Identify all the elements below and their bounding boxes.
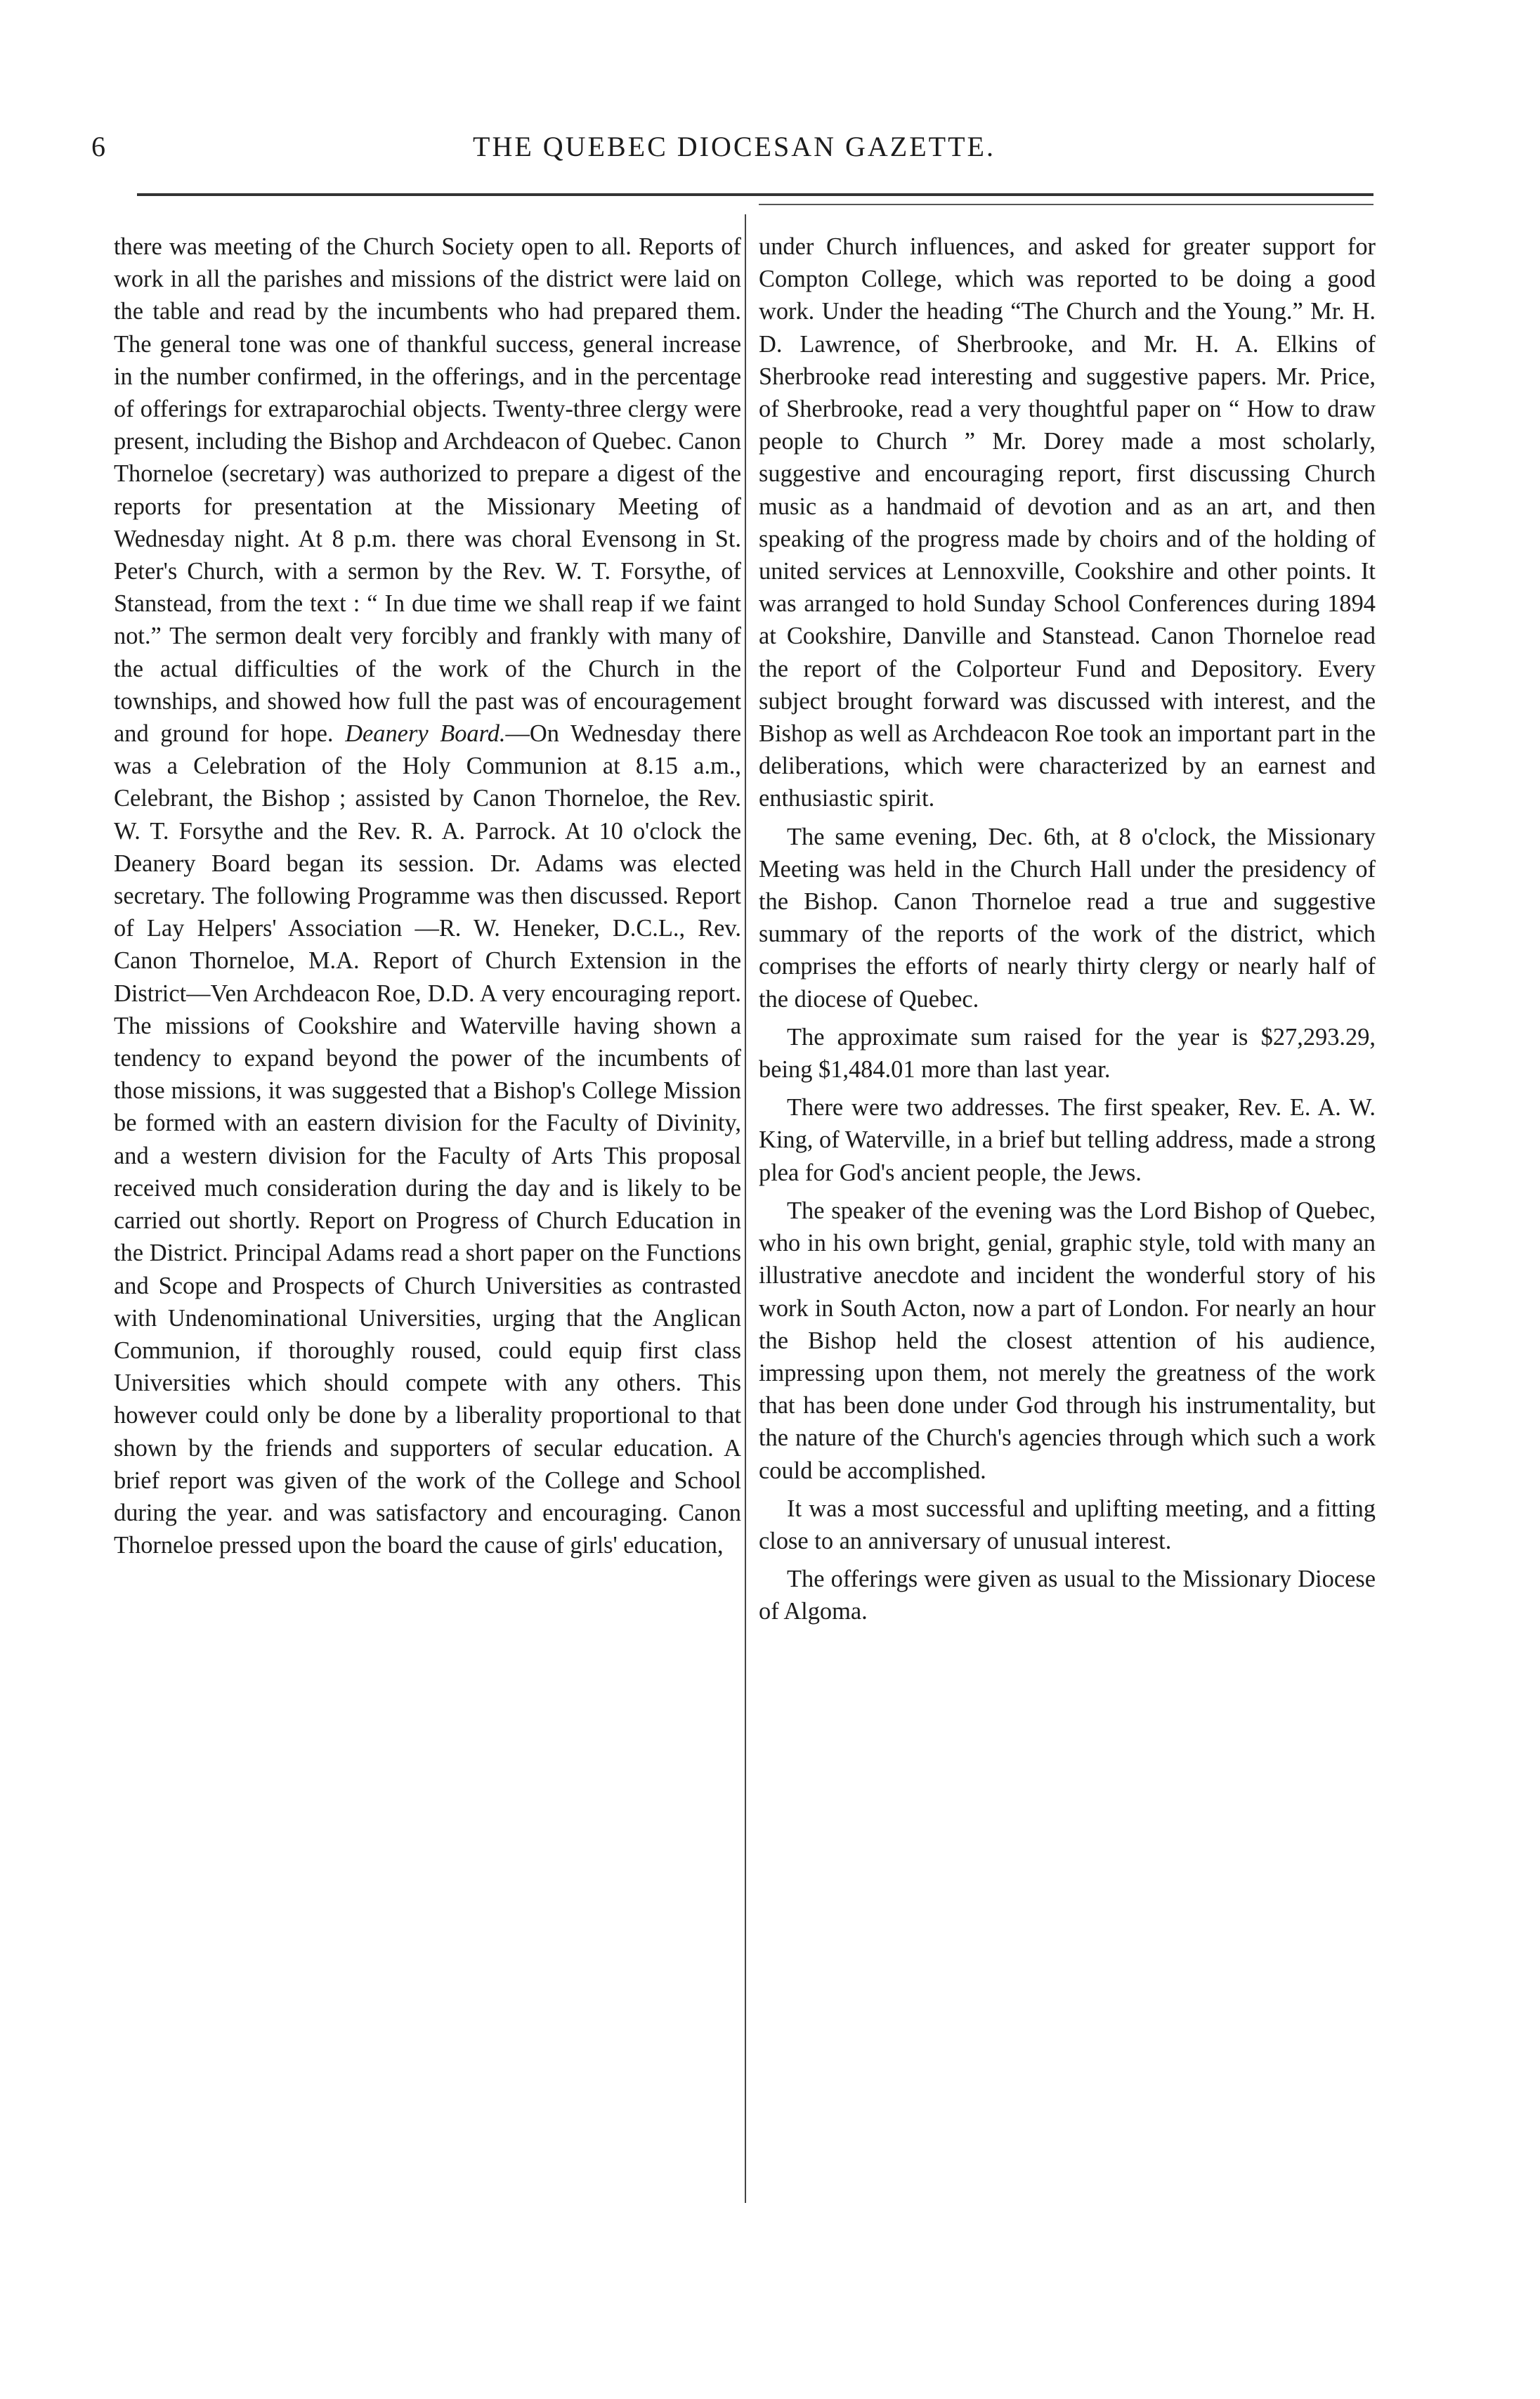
column-divider [745, 214, 746, 2203]
page-header [91, 130, 1377, 172]
right-paragraph: The offerings were given as usual to the Missionary Diocese of Algoma. [759, 1566, 1376, 1625]
right-column [759, 230, 1376, 1628]
right-paragraph: The approximate sum raised for the year is $27,293.29, being $1,484.01 more than last year. [759, 1023, 1376, 1084]
left-text-before-heading: there was meeting of the Church Society open to all. Reports of work in all the parishes and missions of the district were laid on the table and read by the incumbents who had prepared them. The general tone was one of thankful success, general increase in the number confirmed, in the offerings, and in the percentage of offerings for extraparochial objects. Twenty-three clergy were present, including the Bishop and Archdeacon of Quebec. Canon Thorneloe (secretary) was authorized to prepare a digest of the reports for presentation at the Missionary Meeting of Wednesday night. At 8 p.m. there was choral Evensong in St. Peter's Church, with a sermon by the Rev. W. T. Forsythe, of Stanstead, from the text : “ In due time we shall reap if we faint not.” The sermon dealt very forcibly and frankly with many of the actual difficulties of the work of the Church in the townships, and showed how full the past was of encouragement and ground for hope. [114, 233, 741, 748]
left-text-after-heading: —On Wednesday there was a Celebration of the Holy Communion at 8.15 a.m., Celebrant, the Bishop ; assisted by Canon Thorneloe, the Rev. W. T. Forsythe and the Rev. R. A. Parrock. At 10 o'clock the Deanery Board began its session. Dr. Adams was elected secretary. The following Programme was then discussed. Report of Lay Helpers' Association —R. W. Heneker, D.C.L., Rev. Canon Thorneloe, M.A. Report of Church Extension in the District—Ven Archdeacon Roe, D.D. A very encouraging report. The missions of Cookshire and Waterville having shown a tendency to expand beyond the power of the incumbents of those missions, it was suggested that a Bishop's College Mission be formed with an eastern division for the Faculty of Divinity, and a western division for the Faculty of Arts This proposal received much consideration during the day and is likely to be carried out shortly. Report on Progress of Church Education in the District. Principal Adams read a short paper on the Functions and Scope and Prospects of Church Universities as contrasted with Undenominational Universities, urging that the Anglican Communion, if thoroughly roused, could equip first class Universities which should compete with any others. This however could only be done by a liberality proportional to that shown by the friends and supporters of secular education. A brief report was given of the work of the College and School during the year. and was satisfactory and encouraging. Canon Thorneloe pressed upon the board the cause of girls' education, [114, 720, 741, 1559]
right-paragraph: It was a most successful and uplifting meeting, and a fitting close to an anniversary of unusual interest. [759, 1495, 1376, 1554]
deanery-board-heading: Deanery Board. [345, 720, 506, 748]
header-rule [137, 193, 1373, 196]
right-paragraph: The same evening, Dec. 6th, at 8 o'clock, the Missionary Meeting was held in the Church Hall under the presidency of the Bishop. Canon Thorneloe read a true and suggestive summary of the reports of the work of the district, which comprises the efforts of nearly thirty clergy or nearly half of the diocese of Quebec. [759, 823, 1376, 1013]
right-paragraph: The speaker of the evening was the Lord Bishop of Quebec, who in his own bright, genial, graphic style, told with many an illustrative anecdote and incident the wonderful story of his work in South Acton, now a part of London. For nearly an hour the Bishop held the closest attention of his audience, impressing upon them, not merely the greatness of the work that has been done under God through his instrumentality, but the nature of the Church's agencies through which such a work could be accomplished. [759, 1197, 1376, 1484]
header-rule-secondary [759, 204, 1373, 205]
running-title: THE QUEBEC DIOCESAN GAZETTE. [473, 131, 996, 162]
left-column [114, 230, 741, 1561]
page-number: 6 [91, 131, 105, 162]
right-paragraph: There were two addresses. The first speaker, Rev. E. A. W. King, of Waterville, in a brief but telling address, made a strong plea for God's ancient people, the Jews. [759, 1094, 1376, 1186]
left-column-text [114, 230, 741, 1561]
right-paragraph: under Church influences, and asked for greater support for Compton College, which was reported to be doing a good work. Under the heading “The Church and the Young.” Mr. H. D. Lawrence, of Sherbrooke, and Mr. H. A. Elkins of Sherbrooke read interesting and suggestive papers. Mr. Price, of Sherbrooke, read a very thoughtful paper on “ How to draw people to Church ” Mr. Dorey made a most scholarly, suggestive and encouraging report, first discussing Church music as a handmaid of devotion and as an art, and then speaking of the progress made by choirs and of the holding of united services at Lennoxville, Cookshire and other points. It was arranged to hold Sunday School Conferences during 1894 at Cookshire, Danville and Stanstead. Canon Thorneloe read the report of the Colporteur Fund and Depository. Every subject brought forward was discussed with interest, and the Bishop as well as Archdeacon Roe took an important part in the deliberations, which were characterized by an earnest and enthusiastic spirit. [759, 233, 1376, 812]
